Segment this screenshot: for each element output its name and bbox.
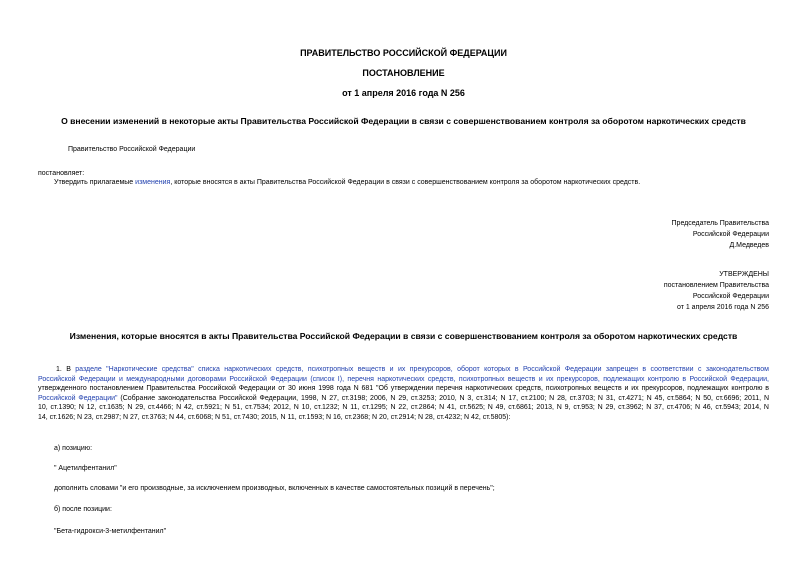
document-type: ПОСТАНОВЛЕНИЕ [362,68,445,78]
paragraph-1-line-5: 10, ст.1390; N 12, ст.1635; N 29, ст.4466; N 42, ст.5921; N 51, ст.7534; 2012, N 10, ст.1232; N 11, ст.1295; N 22, ст.2864; N 41, ст.5625; N 49, ст.6861; 2013, N 9, ст.953; N 29, ст.3962; N 37, ст.4706; N 46, ст.5943; 2014, N [38,404,769,412]
approve-text-before: Утвердить прилагаемые [54,179,136,186]
list-link[interactable]: списка наркотических средств, психотропных веществ и их прекурсоров, оборот которых в Российской Федерации запрещен в соответствии с законодательством [193,366,769,373]
approval-line-2: постановлением Правительства [663,282,769,289]
item-a: а) позицию: [54,445,93,452]
approval-line-3: Российской Федерации [692,293,769,300]
paragraph-1 [38,365,769,423]
resolution-link[interactable]: Российской Федерации" [38,394,118,402]
approval-line-4: от 1 апреля 2016 года N 256 [676,304,769,311]
paragraph-1-line-6: 14, ст.1626; N 23, ст.2987; N 27, ст.3763; N 44, ст.6068; N 51, ст.7430; 2015, N 11, ст.1593; N 16, ст.2368; N 20, ст.2914; N 28, ст.4232; N 42, ст.5805): [38,413,511,421]
approve-paragraph [54,177,640,188]
government-heading: ПРАВИТЕЛЬСТВО РОССИЙСКОЙ ФЕДЕРАЦИИ [300,48,507,58]
resolution-reference: утвержденного постановлением Правительства Российской Федерации от 30 июня 1998 года N 681 "Об утверждении перечня наркотических средств, психотропных веществ и их прекурсоров, подлежащих контролю в [38,385,769,393]
signature-position-2: Российской Федерации [692,231,769,238]
intro-text: Правительство Российской Федерации [68,146,196,153]
changes-link[interactable]: изменения [135,179,171,186]
document-title: О внесении изменений в некоторые акты Правительства Российской Федерации в связи с совершенствованием контроля за оборотом наркотических средств [61,116,746,126]
paragraph-1-line-1 [38,365,769,375]
paragraph-1-line-4 [38,394,769,404]
collection-reference: (Собрание законодательства Российской Федерации, 1998, N 27, ст.3198; 2006, N 29, ст.3253; 2010, N 3, ст.314; N 17, ст.2100; N 28, ст.3703; N 31, ст.4271; N 45, ст.5864; N 50, ст.6696; 2011, N [117,394,769,402]
changes-title: Изменения, которые вносятся в акты Правительства Российской Федерации в связи с совершенствованием контроля за оборотом наркотических средств [69,331,738,341]
paragraph-1-line-2[interactable]: Российской Федерации и международными договорами Российской Федерации (список I), перечня наркотических средств, психотропных веществ и их прекурсоров, подлежащих контролю в Российской Федерации, [38,375,769,383]
paragraph-1-line-3 [38,384,769,394]
signature-name: Д.Медведев [729,242,769,249]
approve-text-after: , которые вносятся в акты Правительства Российской Федерации в связи с совершенствованием контроля за оборотом наркотических средств. [170,179,641,186]
item-b: б) после позиции: [54,506,112,513]
item-b-quote: "Бета-гидрокси-3-метилфентанил" [54,528,167,535]
approval-stamp-title: УТВЕРЖДЕНЫ [719,271,769,278]
paragraph-1-start: 1. В [56,366,76,373]
item-a-quote: " Ацетилфентанил" [54,465,117,472]
signature-position-1: Председатель Правительства [671,220,769,227]
decides-text: постановляет: [38,170,85,177]
document-date-number: от 1 апреля 2016 года N 256 [342,88,465,98]
item-a-addition: дополнить словами "и его производные, за исключением производных, включенных в качестве самостоятельных позиций в перечень"; [54,485,495,492]
narcotics-section-link[interactable]: разделе "Наркотические средства" [75,366,194,373]
